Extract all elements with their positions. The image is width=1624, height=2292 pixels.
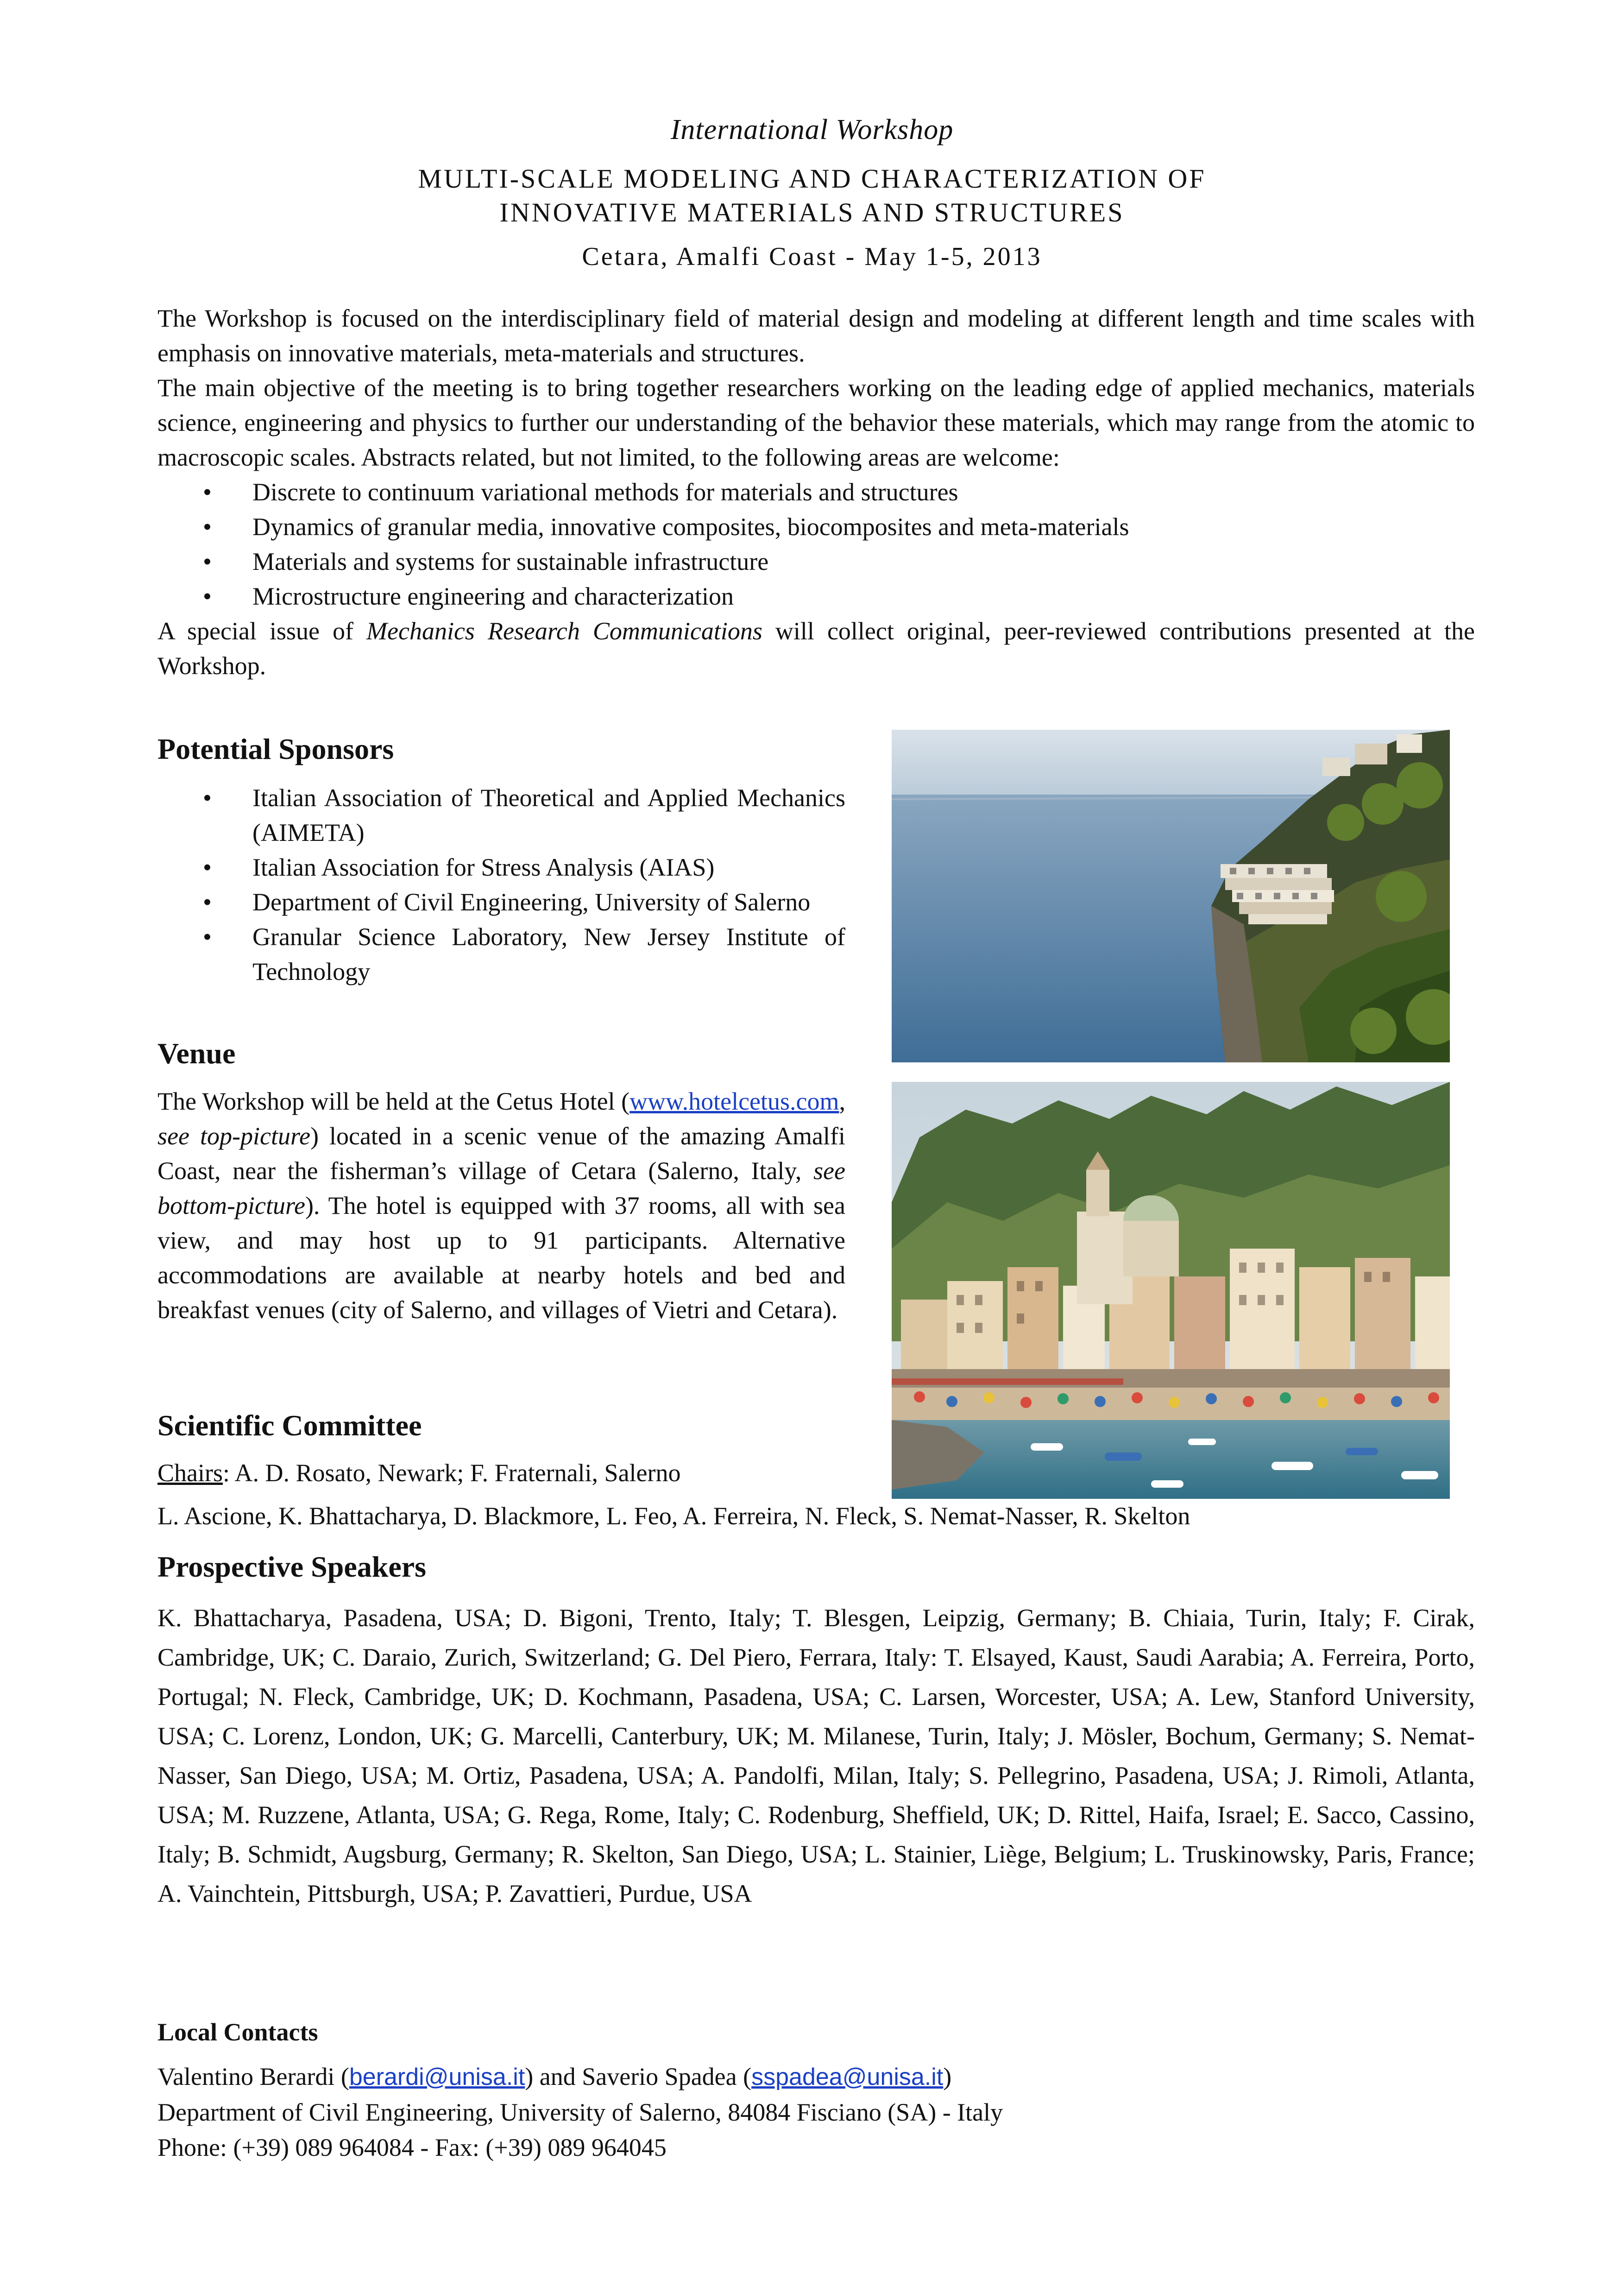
speakers-list: K. Bhattacharya, Pasadena, USA; D. Bigoni, Trento, Italy; T. Blesgen, Leipzig, Germany; B. Chiaia, Turin, Italy; F. Cirak, Cambridge, UK; C. Daraio, Zurich, Switzerland; G. Del Piero, Ferrara, Italy: T. Elsayed, Kaust, Saudi Aarabia; A. Ferreira, Porto, Portugal; N. Fleck, Cambridge, UK; D. Kochmann, Pasadena, USA; C. Larsen, Worcester, USA; A. Lew, Stanford University, USA; C. Lorenz, London, UK; G. Marcelli, Canterbury, UK; M. Milanese, Turin, Italy; J. Mösler, Bochum, Germany; S. Nemat-Nasser, San Diego, USA; M. Ortiz, Pasadena, USA; A. Pandolfi, Milan, Italy; S. Pellegrino, Pasadena, USA; J. Rimoli, Atlanta, USA; M. Ruzzene, Atlanta, USA; G. Rega, Rome, Italy; C. Rodenburg, Sheffield, UK; D. Rittel, Haifa, Israel; E. Sacco, Cassino, Italy; B. Schmidt, Augsburg, Germany; R. Skelton, San Diego, USA; L. Stainier, Liège, Belgium; L. Truskinowsky, Paris, France; A. Vainchtein, Pittsburgh, USA; P. Zavattieri, Purdue, USA: [157, 1604, 1475, 1907]
intro-section: [157, 301, 1475, 683]
title-line-2: INNOVATIVE MATERIALS AND STRUCTURES: [499, 197, 1125, 227]
venue-heading: Venue: [157, 1037, 236, 1070]
list-item: • Department of Civil Engineering, University of Salerno: [203, 888, 811, 916]
list-item: • Italian Association for Stress Analysis (AIAS): [203, 853, 715, 881]
workshop-kicker: International Workshop: [670, 114, 954, 145]
photo-hotel-cliff-sea: [892, 730, 1450, 1062]
contacts-phone: Phone: (+39) 089 964084 - Fax: (+39) 089 964045: [157, 2134, 667, 2161]
list-item: • Materials and systems for sustainable infrastructure: [203, 548, 769, 575]
intro-paragraph-1: The Workshop is focused on the interdisciplinary field of material design and modeling at different length and time scales with emphasis on innovative materials, meta-materials and structures.: [157, 304, 1475, 367]
list-item: • Discrete to continuum variational methods for materials and structures: [203, 478, 958, 506]
contacts-address: Department of Civil Engineering, University of Salerno, 84084 Fisciano (SA) - Italy: [157, 2098, 1003, 2126]
list-item: • Microstructure engineering and characterization: [203, 582, 734, 610]
sponsors-heading: Potential Sponsors: [157, 732, 394, 765]
journal-name: Mechanics Research Communications: [366, 617, 762, 645]
list-item: • Granular Science Laboratory, New Jersey Institute of Technology: [203, 923, 845, 985]
photo-cetara-village-beach: [892, 1082, 1450, 1499]
sponsors-list: [157, 781, 845, 989]
subtitle-location-date: Cetara, Amalfi Coast - May 1-5, 2013: [582, 242, 1042, 271]
title-line-1: MULTI-SCALE MODELING AND CHARACTERIZATION OF: [418, 164, 1206, 194]
email-link-spadea[interactable]: sspadea@unisa.it: [751, 2064, 944, 2090]
topic-areas-list: [157, 475, 1475, 614]
speakers-heading: Prospective Speakers: [157, 1550, 427, 1583]
committee-chairs: Chairs: A. D. Rosato, Newark; F. Fraternali, Salerno: [157, 1459, 681, 1487]
sponsors-section: [157, 781, 845, 989]
hotel-website-link[interactable]: www.hotelcetus.com: [629, 1087, 839, 1115]
venue-paragraph: The Workshop will be held at the Cetus Hotel (www.hotelcetus.com, see top-picture) located in a scenic venue of the amazing Amalfi Coast, near the fisherman’s village of Cetara (Salerno, Italy, see bottom-picture). The hotel is equipped with 37 rooms, all with sea view, and may host up to 91 participants. Alternative accommodations are available at nearby hotels and bed and breakfast venues (city of Salerno, and villages of Vietri and Cetara).: [157, 1087, 846, 1324]
committee-heading: Scientific Committee: [157, 1409, 422, 1442]
intro-paragraph-2: The main objective of the meeting is to bring together researchers working on the leading edge of applied mechanics, materials science, engineering and physics to further our understanding of the behavior these materials, which may range from the atomic to macroscopic scales. Abstracts related, but not limited, to the following areas are welcome:: [157, 374, 1475, 471]
list-item: • Italian Association of Theoretical and Applied Mechanics (AIMETA): [203, 784, 845, 846]
list-item: • Dynamics of granular media, innovative composites, biocomposites and meta-materials: [203, 513, 1129, 541]
contacts-names: Valentino Berardi (berardi@unisa.it) and Saverio Spadea (sspadea@unisa.it): [157, 2063, 952, 2090]
contacts-heading: Local Contacts: [157, 2018, 318, 2046]
committee-members: L. Ascione, K. Bhattacharya, D. Blackmore, L. Feo, A. Ferreira, N. Fleck, S. Nemat-Nasser, R. Skelton: [157, 1502, 1190, 1530]
special-issue-note: A special issue of Mechanics Research Communications will collect original, peer-reviewed contributions presented at the Workshop.: [157, 617, 1475, 680]
email-link-berardi[interactable]: berardi@unisa.it: [349, 2064, 525, 2090]
